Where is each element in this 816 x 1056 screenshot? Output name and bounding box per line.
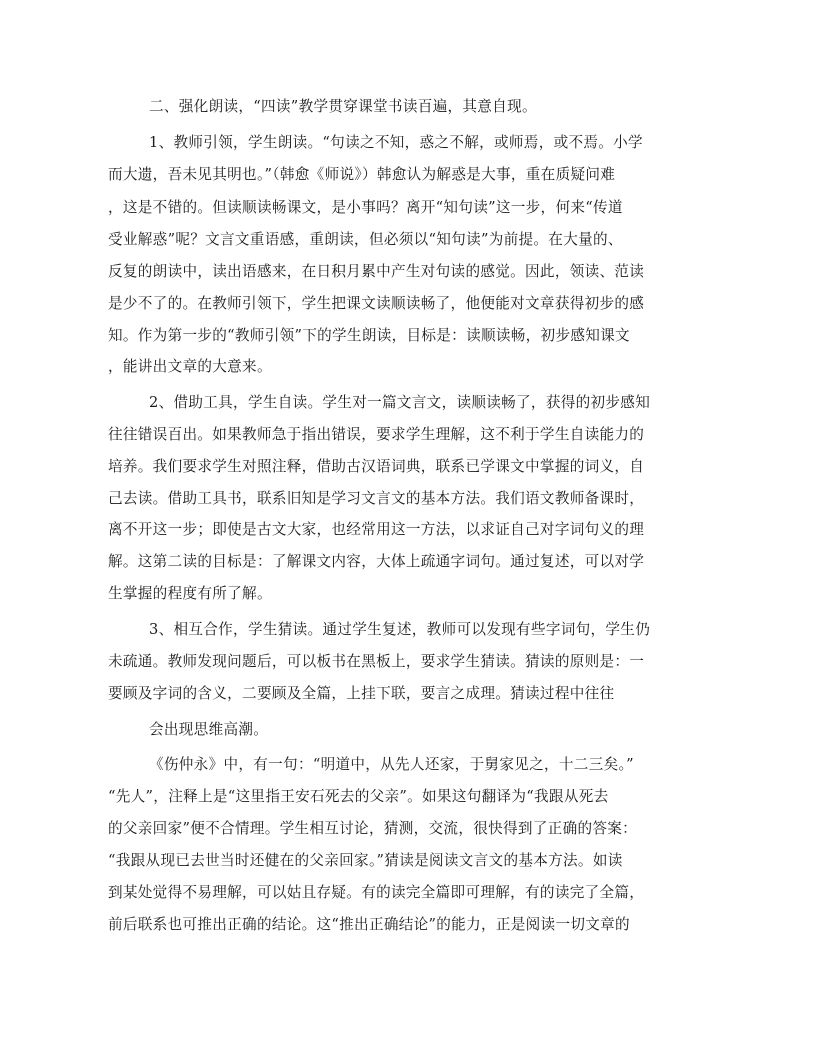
text-line: 会出现思维高潮。 [149, 721, 269, 738]
text-line: 离不开这一步；即使是古文大家，也经常用这一方法，以求证自己对字词句义的理 [108, 521, 645, 538]
section-heading: 二、强化朗读，“四读”教学贯穿课堂书读百遍，其意自现。 [149, 98, 537, 115]
text-line: 要顾及字词的含义，二要顾及全篇，上挂下联，要言之成理。猜读过程中往往 [108, 685, 615, 702]
text-line: 知。作为第一步的“教师引领”下的学生朗读，目标是：读顺读畅，初步感知课文 [108, 327, 630, 344]
text-line: 《伤仲永》中，有一句：“明道中，从先人还家，于舅家见之，十二三矣。” [149, 756, 634, 773]
text-line: 未疏通。教师发现问题后，可以板书在黑板上，要求学生猜读。猜读的原则是：一 [108, 653, 645, 670]
text-line: 己去读。借助工具书，联系旧知是学习文言文的基本方法。我们语文教师备课时， [108, 490, 645, 507]
text-line: 1、教师引领，学生朗读。“句读之不知，惑之不解，或师焉，或不焉。小学 [149, 134, 643, 151]
text-line: 生掌握的程度有所了解。 [108, 585, 272, 602]
text-line: 前后联系也可推出正确的结论。这“推出正确结论”的能力，正是阅读一切文章的 [108, 916, 630, 933]
text-line: 到某处觉得不易理解，可以姑且存疑。有的读完全篇即可理解，有的读完了全篇， [108, 884, 645, 901]
text-line: 2、借助工具，学生自读。学生对一篇文言文，读顺读畅了，获得的初步感知 [149, 394, 651, 411]
text-line: “先人”，注释上是“这里指王安石死去的父亲”。如果这句翻译为“我跟从死去 [108, 788, 609, 805]
text-line: 的父亲回家”便不合情理。学生相互讨论，猜测，交流，很快得到了正确的答案： [108, 820, 638, 837]
text-line: 受业解惑”呢？文言文重语感，重朗读，但必须以“知句读”为前提。在大量的、 [108, 231, 623, 248]
text-line: 反复的朗读中，读出语感来，在日积月累中产生对句读的感觉。因此，领读、范读 [108, 263, 645, 280]
text-line: 3、相互合作，学生猜读。通过学生复述，教师可以发现有些字词句，学生仍 [149, 621, 651, 638]
text-line: 往往错误百出。如果教师急于指出错误，要求学生理解，这不利于学生自读能力的 [108, 426, 645, 443]
text-line: 是少不了的。在教师引领下，学生把课文读顺读畅了，他便能对文章获得初步的感 [108, 295, 645, 312]
text-line: 解。这第二读的目标是：了解课文内容，大体上疏通字词句。通过复述，可以对学 [108, 553, 645, 570]
text-line: ，这是不错的。但读顺读畅课文，是小事吗？离开“知句读”这一步，何来“传道 [108, 199, 623, 216]
text-line: “我跟从现已去世当时还健在的父亲回家。”猜读是阅读文言文的基本方法。如读 [108, 852, 623, 869]
text-line: ，能讲出文章的大意来。 [108, 358, 272, 375]
text-line: 培养。我们要求学生对照注释，借助古汉语词典，联系已学课文中掌握的词义，自 [108, 458, 645, 475]
text-line: 而大遗，吾未见其明也。”（韩愈《师说》）韩愈认为解惑是大事，重在质疑问难 [108, 166, 616, 183]
